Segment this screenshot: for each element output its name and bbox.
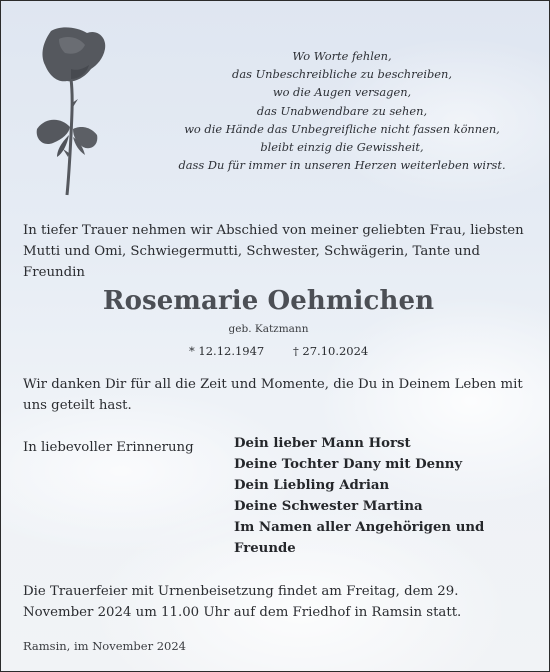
family-member: Im Namen aller Angehörigen und [234, 520, 485, 535]
intro-text: In tiefer Trauer nehmen wir Abschied von meiner geliebten Frau, liebsten Mutti und Omi, Schwiegermutti, Schwester, Schwägerin, Tante und Freundin [23, 223, 524, 280]
poem [169, 47, 515, 174]
birth-date: * 12.12.1947 [189, 344, 265, 358]
ceremony-text: Die Trauerfeier mit Urnenbeisetzung findet am Freitag, dem 29. November 2024 um 11.00 Uhr auf dem Friedhof in Ramsin statt. [23, 584, 462, 620]
family-member: Freunde [234, 541, 296, 556]
poem-line: das Unbeschreibliche zu beschreiben, [232, 67, 452, 82]
family-list [234, 433, 484, 559]
place-date: Ramsin, im November 2024 [23, 639, 186, 653]
poem-line: Wo Worte fehlen, [292, 49, 392, 63]
rose-icon [31, 25, 111, 197]
birth-name: geb. Katzmann [228, 323, 309, 335]
family-member: Dein lieber Mann Horst [234, 436, 411, 451]
death-date: † 27.10.2024 [293, 344, 369, 358]
poem-line: bleibt einzig die Gewissheit, [260, 140, 424, 155]
family-member: Deine Tochter Dany mit Denny [234, 457, 463, 472]
thanks-text: Wir danken Dir für all die Zeit und Momente, die Du in Deinem Leben mit uns geteilt hast. [23, 377, 523, 413]
poem-line: dass Du für immer in unseren Herzen weiterleben wirst. [178, 158, 506, 173]
poem-line: wo die Hände das Unbegreifliche nicht fassen können, [184, 121, 500, 136]
memory-label: In liebevoller Erinnerung [23, 440, 194, 455]
poem-line: das Unabwendbare zu sehen, [256, 103, 428, 118]
deceased-name: Rosemarie Oehmichen [102, 286, 435, 316]
family-member: Deine Schwester Martina [234, 499, 423, 514]
poem-line: wo die Augen versagen, [272, 85, 412, 100]
family-member: Dein Liebling Adrian [234, 478, 390, 493]
